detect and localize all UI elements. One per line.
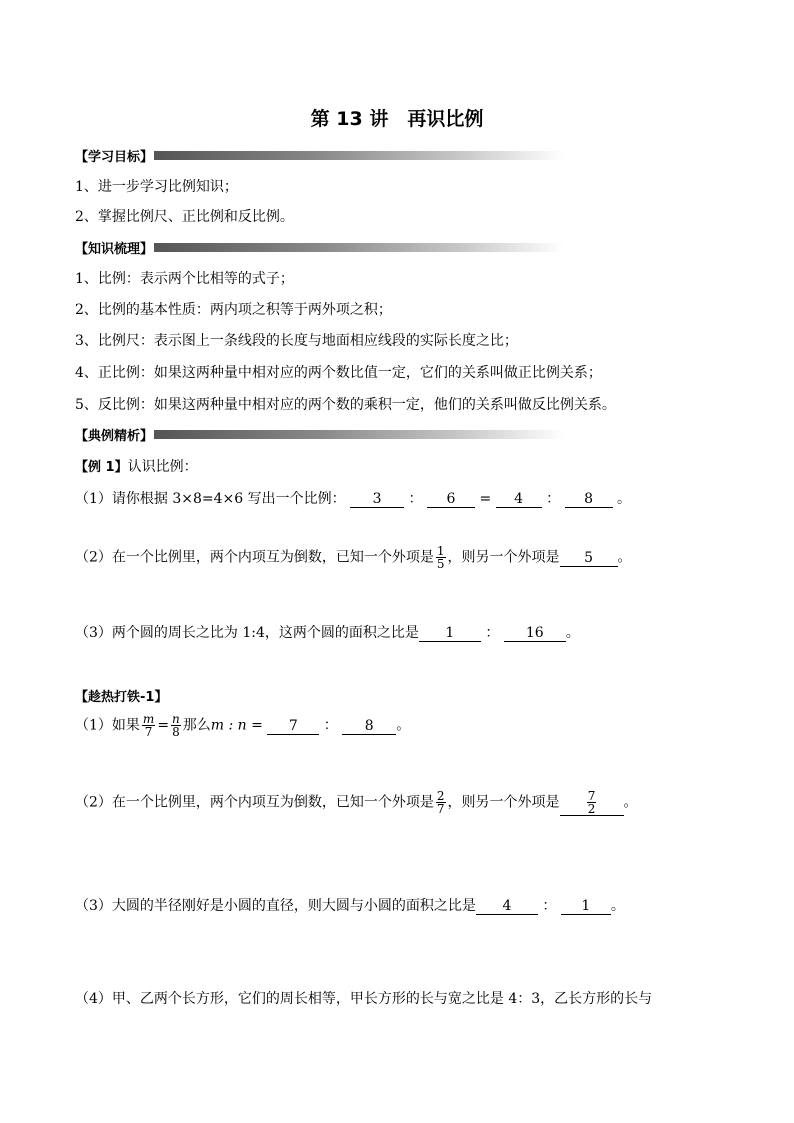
equals-sign: = [479, 491, 492, 507]
knowledge-item-4: 4、正比例：如果这两种量中相对应的两个数比值一定，它们的关系叫做正比例关系； [75, 365, 602, 381]
fraction-numerator: n [172, 712, 180, 726]
fraction-denominator: 2 [587, 802, 596, 816]
example-intro: 认识比例： [127, 459, 198, 475]
fraction-numerator: m [142, 712, 155, 726]
colon-sign: ： [485, 625, 500, 641]
answer-blank: 8 [342, 718, 396, 735]
period: 。 [617, 491, 631, 507]
question-text: （2）在一个比例里，两个内项互为倒数，已知一个外项是 [75, 794, 434, 811]
fraction-denominator: 7 [144, 725, 153, 739]
question-text: （3）两个圆的周长之比为 1:4，这两个圆的面积之比是 [75, 625, 419, 641]
example-1-heading [75, 456, 198, 476]
page-title: 第 13 讲 再识比例 [310, 108, 484, 130]
answer-blank: 6 [427, 491, 475, 508]
question-text: ，则另一个外项是 [447, 794, 560, 811]
fraction-numerator: 1 [436, 544, 445, 558]
colon-sign: ： [542, 898, 557, 914]
example-1-q3 [75, 622, 580, 642]
question-text: （1）请你根据 3×8=4×6 写出一个比例： [75, 491, 346, 507]
answer-blank [560, 790, 624, 815]
colon-sign: ： [323, 717, 338, 734]
colon-sign: ： [408, 491, 423, 507]
example-1-q1 [75, 488, 631, 508]
section-gradient-bar [154, 151, 564, 160]
fraction-denominator: 5 [436, 557, 445, 571]
practice-q3 [75, 895, 625, 915]
section-header-goals [75, 146, 564, 164]
section-label: 【典例精析】 [75, 428, 154, 444]
section-label: 【学习目标】 [75, 149, 154, 165]
knowledge-item-2: 2、比例的基本性质：两内项之积等于两外项之积； [75, 302, 392, 318]
answer-blank: 16 [504, 625, 566, 642]
knowledge-item-1: 1、比例：表示两个比相等的式子； [75, 271, 294, 287]
section-gradient-bar [154, 243, 564, 252]
practice-q4: （4）甲、乙两个长方形，它们的周长相等，甲长方形的长与宽之比是 4：3，乙长方形的长与 [75, 991, 653, 1007]
answer-blank: 1 [561, 898, 611, 915]
answer-blank: 1 [419, 625, 481, 642]
answer-blank: 7 [267, 718, 319, 735]
fraction [142, 713, 155, 738]
fraction-denominator: 8 [172, 725, 180, 739]
practice-q1 [75, 713, 410, 738]
answer-blank: 4 [496, 491, 542, 508]
question-text: （2）在一个比例里，两个内项互为倒数，已知一个外项是 [75, 549, 434, 566]
practice-q2 [75, 790, 638, 815]
section-header-knowledge [75, 238, 564, 256]
goal-item-2: 2、掌握比例尺、正比例和反比例。 [75, 209, 294, 225]
fraction [587, 790, 597, 815]
ratio-expression: m : n = [210, 717, 263, 734]
goal-item-1: 1、进一步学习比例知识； [75, 179, 238, 195]
question-text: 那么 [182, 717, 211, 734]
example-1-q2 [75, 545, 632, 570]
question-text: （1）如果 [75, 717, 140, 734]
period: 。 [610, 898, 625, 914]
fraction [436, 545, 446, 570]
example-label: 【例 1】 [75, 460, 128, 475]
answer-blank: 3 [350, 491, 404, 508]
equals-sign: = [157, 717, 170, 734]
section-header-examples [75, 425, 564, 443]
knowledge-item-3: 3、比例尺：表示图上一条线段的长度与地面相应线段的实际长度之比； [75, 333, 518, 349]
period: 。 [565, 625, 580, 641]
answer-blank: 5 [560, 550, 618, 567]
question-text: （3）大圆的半径刚好是小圆的直径，则大圆与小圆的面积之比是 [75, 898, 476, 914]
answer-blank: 4 [476, 898, 538, 915]
fraction [171, 713, 181, 738]
period: 。 [623, 794, 638, 811]
section-gradient-bar [154, 430, 564, 439]
fraction [436, 790, 446, 815]
colon-sign: ： [546, 491, 561, 507]
practice-heading: 【趁热打铁-1】 [75, 690, 168, 705]
knowledge-item-5: 5、反比例：如果这两种量中相对应的两个数的乘积一定，他们的关系叫做反比例关系。 [75, 397, 616, 413]
answer-blank: 8 [565, 491, 613, 508]
fraction-denominator: 7 [436, 802, 445, 816]
fraction-numerator: 7 [587, 789, 596, 803]
section-label: 【知识梳理】 [75, 241, 154, 257]
period: 。 [396, 717, 411, 734]
question-text: ，则另一个外项是 [447, 549, 560, 566]
period: 。 [617, 549, 632, 566]
fraction-numerator: 2 [436, 789, 445, 803]
